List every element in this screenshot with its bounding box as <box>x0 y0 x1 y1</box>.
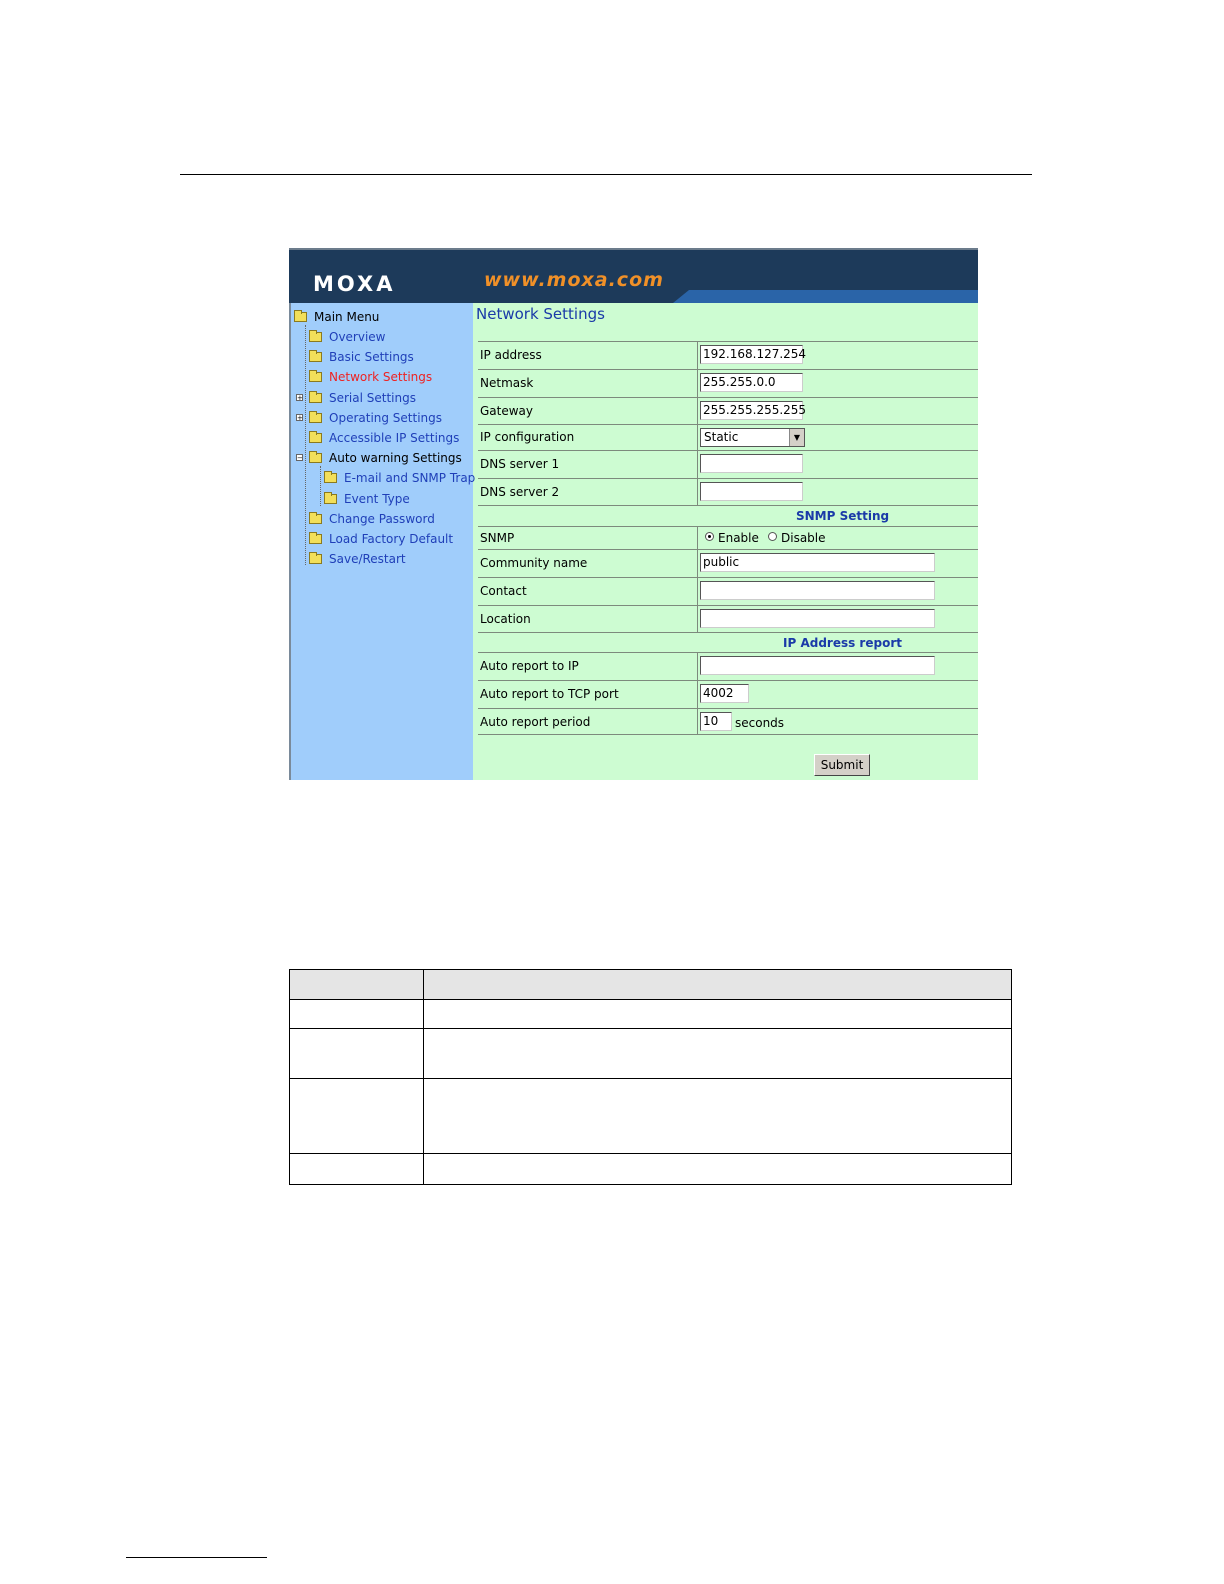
folder-icon <box>309 413 322 423</box>
snmp-disable-radio[interactable] <box>768 532 777 541</box>
table-cell <box>424 1153 1012 1184</box>
row-auto-report-period <box>478 708 978 735</box>
row-contact <box>478 577 978 605</box>
column-divider <box>697 479 698 505</box>
table-cell <box>424 970 1012 1000</box>
row-community-name <box>478 549 978 577</box>
sidebar-item-label: Serial Settings <box>329 391 416 405</box>
sidebar <box>289 303 476 780</box>
table-cell <box>290 1000 424 1029</box>
column-divider <box>697 370 698 397</box>
web-console-screenshot <box>289 248 978 780</box>
table-cell <box>290 1029 424 1079</box>
ip-address-input[interactable]: 192.168.127.254 <box>700 345 803 364</box>
table-row <box>290 1079 1012 1153</box>
row-ip-address <box>478 341 978 369</box>
contact-label: Contact <box>480 584 527 598</box>
column-divider <box>697 550 698 577</box>
auto-report-ip-input[interactable] <box>700 656 935 675</box>
page-title: Network Settings <box>476 305 605 323</box>
dns-server-1-label: DNS server 1 <box>480 457 560 471</box>
row-netmask <box>478 369 978 397</box>
row-ip-report-section <box>478 632 978 652</box>
location-input[interactable] <box>700 609 935 628</box>
submit-button[interactable]: Submit <box>814 754 870 776</box>
auto-report-period-label: Auto report period <box>480 715 591 729</box>
community-name-label: Community name <box>480 556 588 570</box>
folder-icon <box>309 372 322 382</box>
folder-open-icon <box>309 453 322 463</box>
snmp-enable-label: Enable <box>718 531 759 545</box>
row-ip-configuration <box>478 424 978 450</box>
dns-server-2-input[interactable] <box>700 482 803 501</box>
table-row <box>290 1153 1012 1184</box>
column-divider <box>697 398 698 424</box>
folder-icon <box>324 494 337 504</box>
auto-report-period-unit: seconds <box>735 716 785 730</box>
sidebar-item-label: Operating Settings <box>329 411 443 425</box>
table-cell <box>290 970 424 1000</box>
collapse-minus-icon[interactable]: − <box>297 454 303 462</box>
header-rule <box>180 174 1032 175</box>
column-divider <box>697 527 698 549</box>
network-settings-panel <box>473 303 978 780</box>
sidebar-item-label: Load Factory Default <box>329 532 454 546</box>
sidebar-item-label: Main Menu <box>314 310 380 324</box>
sidebar-item-label: Event Type <box>344 492 410 506</box>
snmp-disable-label: Disable <box>781 531 826 545</box>
snmp-label: SNMP <box>480 531 515 545</box>
row-auto-report-port <box>478 680 978 708</box>
banner-url[interactable]: www.moxa.com <box>484 269 664 291</box>
column-divider <box>697 425 698 450</box>
sidebar-item-label: Auto warning Settings <box>329 451 462 465</box>
row-auto-report-ip <box>478 652 978 680</box>
sidebar-item-label: E-mail and SNMP Trap <box>344 471 476 485</box>
sidebar-item-label: Overview <box>329 330 386 344</box>
footer-rule <box>126 1557 267 1558</box>
folder-icon <box>309 554 322 564</box>
folder-icon <box>309 514 322 524</box>
ip-configuration-label: IP configuration <box>480 430 575 444</box>
auto-report-period-input[interactable]: 10 <box>700 712 732 731</box>
sidebar-item-label: Save/Restart <box>329 552 406 566</box>
column-divider <box>697 578 698 605</box>
column-divider <box>697 606 698 632</box>
gateway-input[interactable]: 255.255.255.255 <box>700 401 803 420</box>
table-row <box>290 1029 1012 1079</box>
row-dns-server-2 <box>478 478 978 505</box>
row-location <box>478 605 978 632</box>
netmask-input[interactable]: 255.255.0.0 <box>700 373 803 392</box>
auto-report-port-label: Auto report to TCP port <box>480 687 619 701</box>
location-label: Location <box>480 612 531 626</box>
community-name-input[interactable]: public <box>700 553 935 572</box>
dns-server-2-label: DNS server 2 <box>480 485 560 499</box>
ip-configuration-select[interactable] <box>700 428 805 447</box>
sidebar-item-label: Basic Settings <box>329 350 414 364</box>
table-cell <box>290 1153 424 1184</box>
auto-report-port-input[interactable]: 4002 <box>700 684 749 703</box>
sidebar-item-label: Change Password <box>329 512 435 526</box>
folder-icon <box>309 534 322 544</box>
table-cell <box>424 1000 1012 1029</box>
snmp-enable-radio[interactable] <box>705 532 714 541</box>
sidebar-item-label: Accessible IP Settings <box>329 431 460 445</box>
column-divider <box>697 709 698 734</box>
expand-plus-icon[interactable]: + <box>297 394 303 402</box>
column-divider <box>697 451 698 478</box>
table-cell <box>290 1079 424 1153</box>
contact-input[interactable] <box>700 581 935 600</box>
folder-icon <box>309 352 322 362</box>
tree-line <box>305 325 306 565</box>
column-divider <box>697 342 698 369</box>
gateway-label: Gateway <box>480 404 534 418</box>
table-cell <box>424 1079 1012 1153</box>
row-dns-server-1 <box>478 450 978 478</box>
row-snmp-section <box>478 505 978 526</box>
table-row <box>290 1000 1012 1029</box>
banner <box>289 248 978 303</box>
auto-report-ip-label: Auto report to IP <box>480 659 579 673</box>
sidebar-item-label: Network Settings <box>329 370 433 384</box>
ip-report-section-heading: IP Address report <box>783 636 902 650</box>
netmask-label: Netmask <box>480 376 534 390</box>
folder-icon <box>309 332 322 342</box>
ip-configuration-value: Static <box>704 430 739 444</box>
expand-plus-icon[interactable]: + <box>297 414 303 422</box>
row-snmp <box>478 526 978 549</box>
snmp-section-heading: SNMP Setting <box>796 509 890 523</box>
folder-icon <box>309 433 322 443</box>
column-divider <box>697 681 698 708</box>
folder-open-icon <box>294 312 307 322</box>
folder-icon <box>309 393 322 403</box>
table-header-row <box>290 970 1012 1000</box>
dns-server-1-input[interactable] <box>700 454 803 473</box>
tree-line-sub <box>320 466 321 506</box>
moxa-logo: MOXA <box>313 272 396 296</box>
folder-icon <box>324 473 337 483</box>
ip-address-label: IP address <box>480 348 542 362</box>
table-cell <box>424 1029 1012 1079</box>
description-table <box>289 969 1012 1185</box>
row-gateway <box>478 397 978 424</box>
chevron-down-icon[interactable]: ▼ <box>789 429 804 446</box>
column-divider <box>697 653 698 680</box>
